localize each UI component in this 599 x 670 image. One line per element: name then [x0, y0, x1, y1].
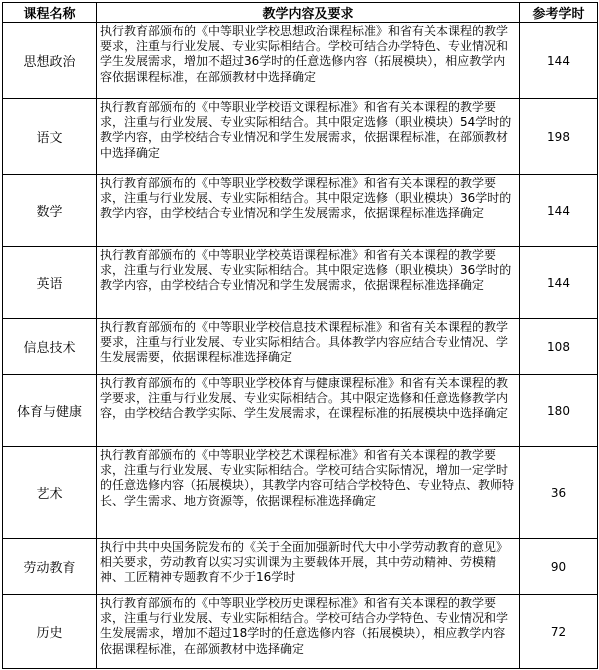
course-hours: 36	[520, 447, 598, 539]
course-name: 信息技术	[3, 319, 97, 375]
table-row	[3, 319, 598, 375]
course-content: 执行中共中央国务院发布的《关于全面加强新时代大中小学劳动教育的意见》相关要求，劳动教育以实习实训课为主要载体开展，其中劳动精神、劳模精神、工匠精神专题教育不少于16学时	[97, 539, 520, 595]
course-name: 数学	[3, 175, 97, 247]
course-hours: 144	[520, 175, 598, 247]
course-hours: 144	[520, 247, 598, 319]
course-content: 执行教育部颁布的《中等职业学校数学课程标准》和省有关本课程的教学要求，注重与行业发展、专业实际相结合。其中限定选修（职业模块）36学时的教学内容，由学校结合专业情况和学生发展需求，依据课程标准选择确定	[97, 175, 520, 247]
table-row	[3, 447, 598, 539]
course-hours: 72	[520, 595, 598, 669]
course-hours: 90	[520, 539, 598, 595]
table-row	[3, 175, 598, 247]
course-name: 思想政治	[3, 23, 97, 99]
course-hours: 198	[520, 99, 598, 175]
course-name: 体育与健康	[3, 375, 97, 447]
curriculum-table	[2, 2, 598, 669]
course-content: 执行教育部颁布的《中等职业学校艺术课程标准》和省有关本课程的教学要求，注重与行业发展、专业实际相结合。学校可结合实际情况，增加一定学时的任意选修内容（拓展模块），其教学内容可结合学校特色、专业特点、教师特长、学生需求、地方资源等，依据课程标准选择确定	[97, 447, 520, 539]
table-row	[3, 247, 598, 319]
course-hours: 144	[520, 23, 598, 99]
course-content: 执行教育部颁布的《中等职业学校历史课程标准》和省有关本课程的教学要求，注重与行业发展、专业实际相结合。学校可结合办学特色、专业情况和学生发展需求，增加不超过18学时的任意选修内容（拓展模块），相应教学内容依据课程标准，在部颁教材中选择确定	[97, 595, 520, 669]
table-row	[3, 23, 598, 99]
course-content: 执行教育部颁布的《中等职业学校体育与健康课程标准》和省有关本课程的教学要求，注重与行业发展、专业实际相结合。其中限定选修和任意选修教学内容，由学校结合教学实际、学生发展需求，在课程标准的拓展模块中选择确定	[97, 375, 520, 447]
course-content: 执行教育部颁布的《中等职业学校思想政治课程标准》和省有关本课程的教学要求，注重与行业发展、专业实际相结合。学校可结合办学特色、专业情况和学生发展需求，增加不超过36学时的任意选修内容（拓展模块），相应教学内容依据课程标准，在部颁教材中选择确定	[97, 23, 520, 99]
course-name: 语文	[3, 99, 97, 175]
course-name: 历史	[3, 595, 97, 669]
header-hours: 参考学时	[520, 3, 598, 23]
course-name: 英语	[3, 247, 97, 319]
header-course-name: 课程名称	[3, 3, 97, 23]
header-row	[3, 3, 598, 23]
course-hours: 108	[520, 319, 598, 375]
course-content: 执行教育部颁布的《中等职业学校英语课程标准》和省有关本课程的教学要求，注重与行业发展、专业实际相结合。其中限定选修（职业模块）36学时的教学内容，由学校结合专业情况和学生发展需求，依据课程标准选择确定	[97, 247, 520, 319]
course-content: 执行教育部颁布的《中等职业学校语文课程标准》和省有关本课程的教学要求，注重与行业发展、专业实际相结合。其中限定选修（职业模块）54学时的教学内容，由学校结合专业情况和学生发展需求，依据课程标准，在部颁教材中选择确定	[97, 99, 520, 175]
header-content: 教学内容及要求	[97, 3, 520, 23]
course-content: 执行教育部颁布的《中等职业学校信息技术课程标准》和省有关本课程的教学要求，注重与行业发展、专业实际相结合。具体教学内容应结合专业情况、学生发展需要，依据课程标准选择确定	[97, 319, 520, 375]
course-name: 艺术	[3, 447, 97, 539]
table-row	[3, 375, 598, 447]
table-row	[3, 539, 598, 595]
table-row	[3, 99, 598, 175]
course-hours: 180	[520, 375, 598, 447]
table-row	[3, 595, 598, 669]
course-name: 劳动教育	[3, 539, 97, 595]
